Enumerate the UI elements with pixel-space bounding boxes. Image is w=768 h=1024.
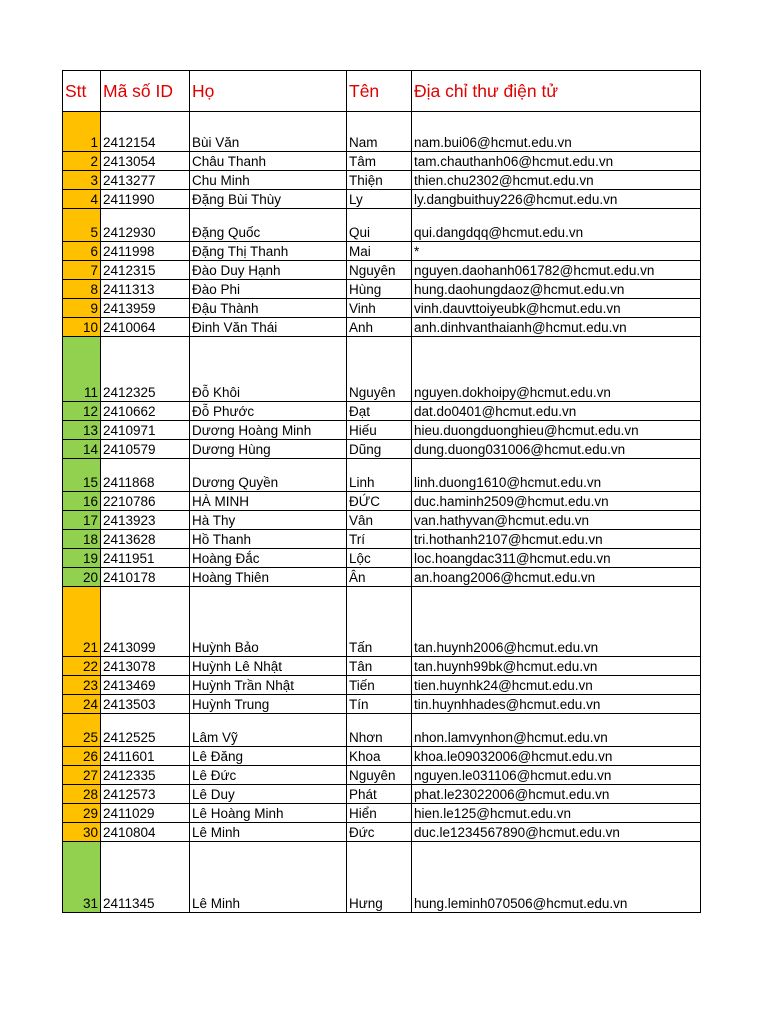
ho-cell: Chu Minh [190,171,347,190]
ten-cell: Lộc [347,549,412,568]
ho-cell: Huỳnh Bảo [190,587,347,657]
ho-cell: Đinh Văn Thái [190,318,347,337]
email-cell: qui.dangdqq@hcmut.edu.vn [412,209,701,242]
stt-cell: 26 [63,747,101,766]
id-cell: 2410178 [101,568,190,587]
table-row [63,152,701,171]
stt-cell: 8 [63,280,101,299]
stt-cell: 5 [63,209,101,242]
table-row [63,747,701,766]
ten-cell: Vinh [347,299,412,318]
ten-cell: Nam [347,112,412,152]
table-row [63,299,701,318]
email-cell: tin.huynhhades@hcmut.edu.vn [412,695,701,714]
ho-cell: Châu Thanh [190,152,347,171]
id-cell: 2413628 [101,530,190,549]
stt-cell: 13 [63,421,101,440]
email-cell: nhon.lamvynhon@hcmut.edu.vn [412,714,701,747]
id-cell: 2413054 [101,152,190,171]
ho-cell: Lê Hoàng Minh [190,804,347,823]
ten-cell: Hiển [347,804,412,823]
table-row [63,676,701,695]
ten-cell: Khoa [347,747,412,766]
table-row [63,804,701,823]
stt-cell: 6 [63,242,101,261]
stt-cell: 28 [63,785,101,804]
ho-cell: Hoàng Thiên [190,568,347,587]
stt-cell: 31 [63,842,101,913]
table-row [63,530,701,549]
ho-cell: Huỳnh Trần Nhật [190,676,347,695]
ho-cell: Hà Thy [190,511,347,530]
stt-cell: 4 [63,190,101,209]
id-cell: 2413503 [101,695,190,714]
stt-cell: 25 [63,714,101,747]
stt-cell: 23 [63,676,101,695]
stt-cell: 14 [63,440,101,459]
email-cell: hung.daohungdaoz@hcmut.edu.vn [412,280,701,299]
table-row [63,568,701,587]
stt-cell: 11 [63,337,101,402]
table-row [63,242,701,261]
stt-cell: 24 [63,695,101,714]
stt-cell: 17 [63,511,101,530]
header-id: Mã số ID [101,71,190,112]
ho-cell: Đào Duy Hạnh [190,261,347,280]
email-cell: linh.duong1610@hcmut.edu.vn [412,459,701,492]
email-cell: hieu.duongduonghieu@hcmut.edu.vn [412,421,701,440]
id-cell: 2410971 [101,421,190,440]
ho-cell: Bùi Văn [190,112,347,152]
ho-cell: Hồ Thanh [190,530,347,549]
ten-cell: Nguyên [347,337,412,402]
ten-cell: Tân [347,657,412,676]
stt-cell: 2 [63,152,101,171]
table-row [63,587,701,657]
ho-cell: Dương Hoàng Minh [190,421,347,440]
id-cell: 2413277 [101,171,190,190]
id-cell: 2411601 [101,747,190,766]
stt-cell: 19 [63,549,101,568]
table-row [63,280,701,299]
header-row [63,71,701,112]
ho-cell: Dương Hùng [190,440,347,459]
ten-cell: Hùng [347,280,412,299]
ho-cell: Lê Đức [190,766,347,785]
ho-cell: Lê Minh [190,823,347,842]
stt-cell: 27 [63,766,101,785]
table-row [63,549,701,568]
table-row [63,337,701,402]
ten-cell: ĐỨC [347,492,412,511]
ho-cell: Hoàng Đắc [190,549,347,568]
id-cell: 2412335 [101,766,190,785]
email-cell: * [412,242,701,261]
stt-cell: 18 [63,530,101,549]
id-cell: 2413923 [101,511,190,530]
table-row [63,402,701,421]
student-email-table [62,70,701,913]
header-stt: Stt [63,71,101,112]
table-row [63,511,701,530]
id-cell: 2411029 [101,804,190,823]
ho-cell: Lê Duy [190,785,347,804]
ho-cell: Đặng Bùi Thùy [190,190,347,209]
table-row [63,421,701,440]
id-cell: 2412930 [101,209,190,242]
ho-cell: Lê Đăng [190,747,347,766]
email-cell: nguyen.le031106@hcmut.edu.vn [412,766,701,785]
header-ho: Họ [190,71,347,112]
ten-cell: Dũng [347,440,412,459]
table-row [63,766,701,785]
ten-cell: Đức [347,823,412,842]
email-cell: anh.dinhvanthaianh@hcmut.edu.vn [412,318,701,337]
ho-cell: Lâm Vỹ [190,714,347,747]
stt-cell: 16 [63,492,101,511]
ten-cell: Phát [347,785,412,804]
ten-cell: Tín [347,695,412,714]
table-row [63,695,701,714]
ho-cell: Huỳnh Trung [190,695,347,714]
email-cell: loc.hoangdac311@hcmut.edu.vn [412,549,701,568]
ho-cell: HÀ MINH [190,492,347,511]
ten-cell: Tâm [347,152,412,171]
id-cell: 2210786 [101,492,190,511]
email-cell: dung.duong031006@hcmut.edu.vn [412,440,701,459]
email-cell: thien.chu2302@hcmut.edu.vn [412,171,701,190]
ho-cell: Đỗ Khôi [190,337,347,402]
email-cell: phat.le23022006@hcmut.edu.vn [412,785,701,804]
ho-cell: Đỗ Phước [190,402,347,421]
id-cell: 2410804 [101,823,190,842]
stt-cell: 29 [63,804,101,823]
stt-cell: 1 [63,112,101,152]
table-row [63,785,701,804]
ten-cell: Hiếu [347,421,412,440]
ten-cell: Nguyên [347,261,412,280]
stt-cell: 10 [63,318,101,337]
stt-cell: 3 [63,171,101,190]
email-cell: nguyen.daohanh061782@hcmut.edu.vn [412,261,701,280]
table-row [63,459,701,492]
email-cell: nguyen.dokhoipy@hcmut.edu.vn [412,337,701,402]
table-row [63,190,701,209]
email-cell: tri.hothanh2107@hcmut.edu.vn [412,530,701,549]
ten-cell: Nguyên [347,766,412,785]
email-cell: dat.do0401@hcmut.edu.vn [412,402,701,421]
id-cell: 2412154 [101,112,190,152]
email-cell: hung.leminh070506@hcmut.edu.vn [412,842,701,913]
ho-cell: Huỳnh Lê Nhật [190,657,347,676]
id-cell: 2411868 [101,459,190,492]
ten-cell: Ly [347,190,412,209]
ho-cell: Lê Minh [190,842,347,913]
email-cell: tam.chauthanh06@hcmut.edu.vn [412,152,701,171]
table-row [63,261,701,280]
id-cell: 2413099 [101,587,190,657]
ten-cell: Ân [347,568,412,587]
ho-cell: Đặng Quốc [190,209,347,242]
email-cell: an.hoang2006@hcmut.edu.vn [412,568,701,587]
ten-cell: Thiện [347,171,412,190]
table-row [63,209,701,242]
id-cell: 2412325 [101,337,190,402]
ten-cell: Hưng [347,842,412,913]
email-cell: van.hathyvan@hcmut.edu.vn [412,511,701,530]
email-cell: khoa.le09032006@hcmut.edu.vn [412,747,701,766]
ten-cell: Tấn [347,587,412,657]
id-cell: 2410064 [101,318,190,337]
ten-cell: Anh [347,318,412,337]
table-row [63,112,701,152]
stt-cell: 22 [63,657,101,676]
id-cell: 2411313 [101,280,190,299]
stt-cell: 15 [63,459,101,492]
email-cell: duc.le1234567890@hcmut.edu.vn [412,823,701,842]
ho-cell: Dương Quyền [190,459,347,492]
ten-cell: Vân [347,511,412,530]
id-cell: 2413469 [101,676,190,695]
table-row [63,440,701,459]
id-cell: 2411951 [101,549,190,568]
id-cell: 2411990 [101,190,190,209]
email-cell: tien.huynhk24@hcmut.edu.vn [412,676,701,695]
id-cell: 2412573 [101,785,190,804]
id-cell: 2412525 [101,714,190,747]
stt-cell: 30 [63,823,101,842]
table-body [63,112,701,913]
email-cell: hien.le125@hcmut.edu.vn [412,804,701,823]
ho-cell: Đặng Thị Thanh [190,242,347,261]
table-row [63,492,701,511]
id-cell: 2411345 [101,842,190,913]
table-row [63,171,701,190]
ten-cell: Trí [347,530,412,549]
ten-cell: Đạt [347,402,412,421]
id-cell: 2411998 [101,242,190,261]
table-row [63,657,701,676]
ho-cell: Đậu Thành [190,299,347,318]
stt-cell: 12 [63,402,101,421]
ten-cell: Mai [347,242,412,261]
id-cell: 2413078 [101,657,190,676]
email-cell: tan.huynh99bk@hcmut.edu.vn [412,657,701,676]
header-email: Địa chỉ thư điện tử [412,71,701,112]
stt-cell: 7 [63,261,101,280]
stt-cell: 9 [63,299,101,318]
ten-cell: Nhơn [347,714,412,747]
email-cell: tan.huynh2006@hcmut.edu.vn [412,587,701,657]
table-row [63,714,701,747]
table-row [63,823,701,842]
stt-cell: 21 [63,587,101,657]
email-cell: duc.haminh2509@hcmut.edu.vn [412,492,701,511]
id-cell: 2410662 [101,402,190,421]
ho-cell: Đào Phi [190,280,347,299]
ten-cell: Linh [347,459,412,492]
email-cell: ly.dangbuithuy226@hcmut.edu.vn [412,190,701,209]
email-cell: vinh.dauvttoiyeubk@hcmut.edu.vn [412,299,701,318]
header-ten: Tên [347,71,412,112]
stt-cell: 20 [63,568,101,587]
email-cell: nam.bui06@hcmut.edu.vn [412,112,701,152]
table-row [63,842,701,913]
id-cell: 2412315 [101,261,190,280]
ten-cell: Qui [347,209,412,242]
table-row [63,318,701,337]
id-cell: 2413959 [101,299,190,318]
ten-cell: Tiến [347,676,412,695]
id-cell: 2410579 [101,440,190,459]
